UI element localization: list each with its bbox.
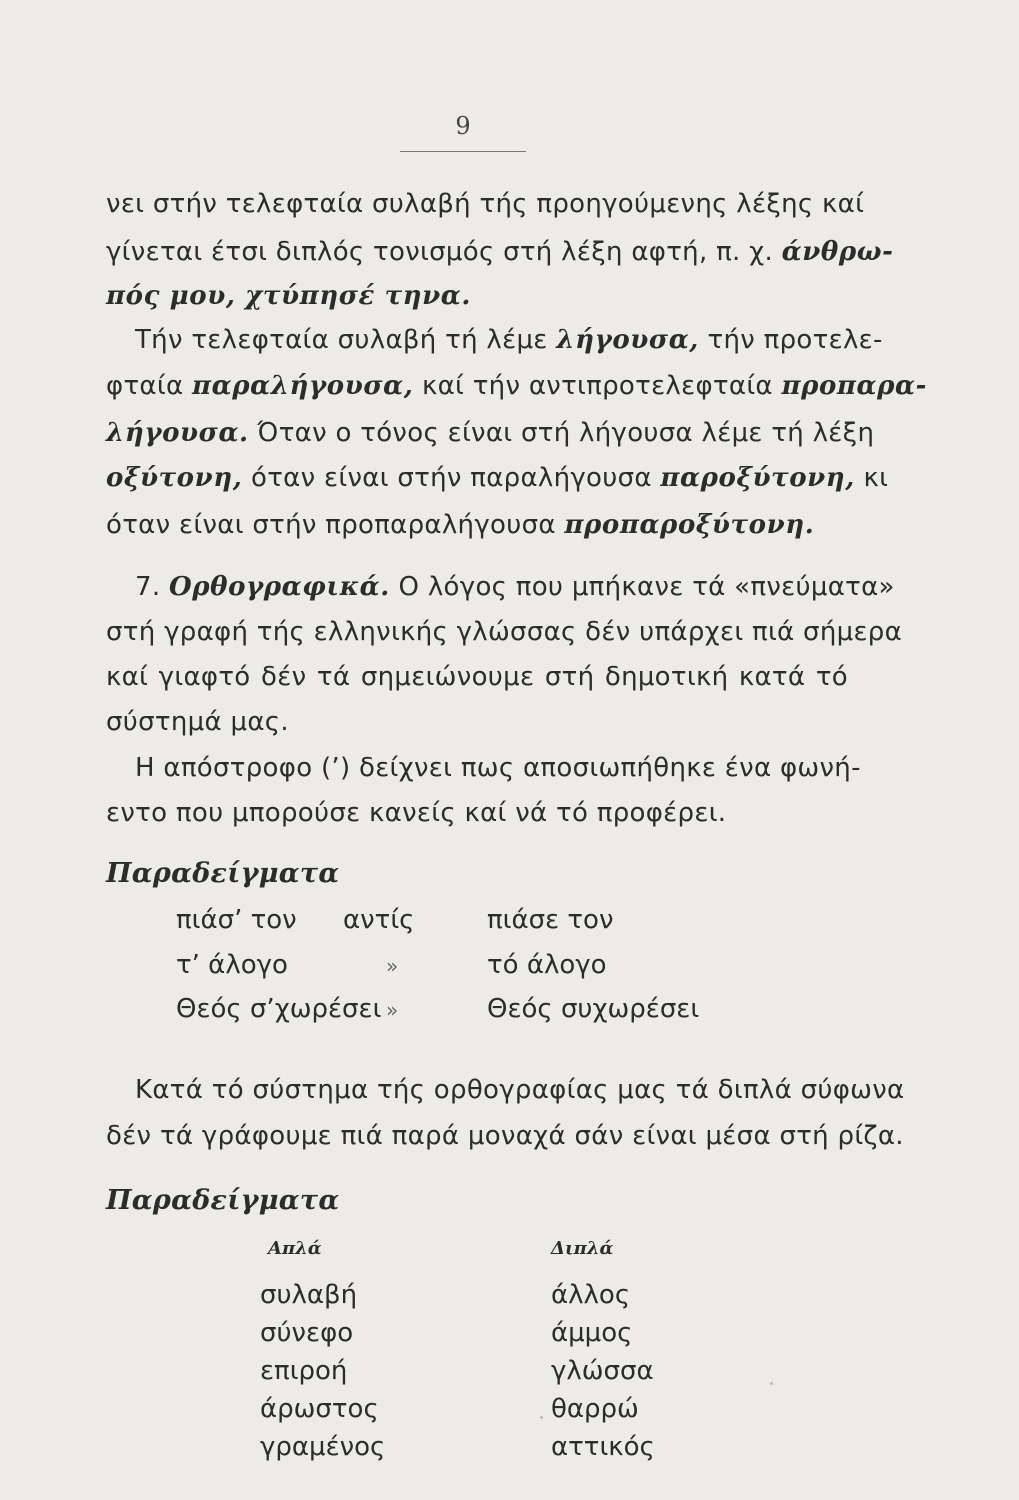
text-line: καί γιαφτό δέν τά σημειώνουμε στή δημοτική κατά τό [106, 662, 848, 692]
double-word: άλλος [551, 1280, 631, 1310]
text-span: όταν είναι στήν παραλήγουσα [251, 463, 652, 493]
double-word: γλώσσα [551, 1356, 654, 1386]
text-span: φταία [106, 371, 184, 401]
text-line: στή γραφή τής ελληνικής γλώσσας δέν υπάρχει πιά σήμερα [106, 617, 903, 647]
text-span: καί τήν αντιπροτελεφταία [422, 371, 773, 401]
examples-heading: Παραδείγματα [106, 858, 340, 889]
simple-word: επιροή [260, 1356, 348, 1386]
double-word: θαρρώ [551, 1394, 639, 1424]
term: προπαροξύτονη. [564, 510, 815, 540]
example-cell: πιάσ’ τον [176, 905, 297, 935]
section-title: Ορθογραφικά. [169, 572, 390, 602]
text-line [106, 237, 894, 267]
text-line [135, 325, 883, 355]
text-line [106, 371, 928, 401]
text-line [106, 463, 889, 493]
text-line [106, 418, 875, 448]
text-line: δέν τά γράφουμε πιά παρά μοναχά σάν είναι μέσα στή ρίζα. [106, 1121, 904, 1151]
term: προπαρα- [781, 371, 928, 401]
column-heading-simple: Απλά [268, 1238, 322, 1259]
example-cell: αντίς [343, 905, 415, 935]
text-span: Τήν τελεφταία συλαβή τή λέμε [135, 325, 548, 355]
paper-speck [770, 1382, 773, 1385]
simple-word: γραμένος [260, 1432, 386, 1462]
text-line: εντο που μπορούσε κανείς καί νά τό προφέρει. [106, 798, 727, 828]
section-heading-line [135, 572, 895, 602]
text-line [106, 510, 814, 540]
example-cell: τό άλογο [487, 950, 607, 980]
text-span: τήν προτελε- [707, 325, 883, 355]
section-number: 7. [135, 572, 161, 602]
term: λήγουσα, [556, 325, 699, 355]
text-span: Ο λόγος που μπήκανε τά «πνεύματα» [398, 572, 895, 602]
page-number-rule [400, 151, 526, 152]
text-line: σύστημά μας. [106, 707, 289, 737]
example-cell: πιάσε τον [487, 905, 614, 935]
example-cell: Θεός σ’χωρέσει [176, 994, 382, 1024]
double-word: αττικός [551, 1432, 655, 1462]
text-span: όταν είναι στήν προπαραλήγουσα [106, 510, 556, 540]
term: παραλήγουσα, [191, 371, 414, 401]
double-word: άμμος [551, 1318, 633, 1348]
text-line: Κατά τό σύστημα τής ορθογραφίας μας τά διπλά σύφωνα [135, 1075, 905, 1105]
example-phrase: πός μου, χτύπησέ τηνα. [106, 281, 472, 311]
column-heading-double: Διπλά [551, 1238, 614, 1259]
ditto-mark: » [386, 998, 399, 1022]
simple-word: σύνεφο [260, 1318, 354, 1348]
example-word: άνθρω- [781, 237, 894, 267]
text-span: γίνεται έτσι διπλός τονισμός στή λέξη αφτή, π. χ. [106, 237, 774, 267]
term: παροξύτονη, [660, 463, 855, 493]
simple-word: συλαβή [260, 1280, 358, 1310]
example-cell: Θεός συχωρέσει [487, 994, 700, 1024]
page-number: 9 [455, 112, 471, 140]
term: οξύτονη, [106, 463, 243, 493]
term: λήγουσα. [106, 418, 249, 448]
simple-word: άρωστος [260, 1394, 379, 1424]
paper-speck [540, 1416, 543, 1419]
text-span: Όταν ο τόνος είναι στή λήγουσα λέμε τή λέξη [257, 418, 875, 448]
text-line: νει στήν τελεφταία συλαβή τής προηγούμενης λέξης καί [106, 189, 865, 219]
text-line: Η απόστροφο (’) δείχνει πως αποσιωπήθηκε ένα φωνή- [135, 753, 861, 783]
example-cell: τ’ άλογο [176, 950, 288, 980]
ditto-mark: » [386, 954, 399, 978]
text-span: κι [863, 463, 889, 493]
examples-heading: Παραδείγματα [106, 1185, 340, 1216]
